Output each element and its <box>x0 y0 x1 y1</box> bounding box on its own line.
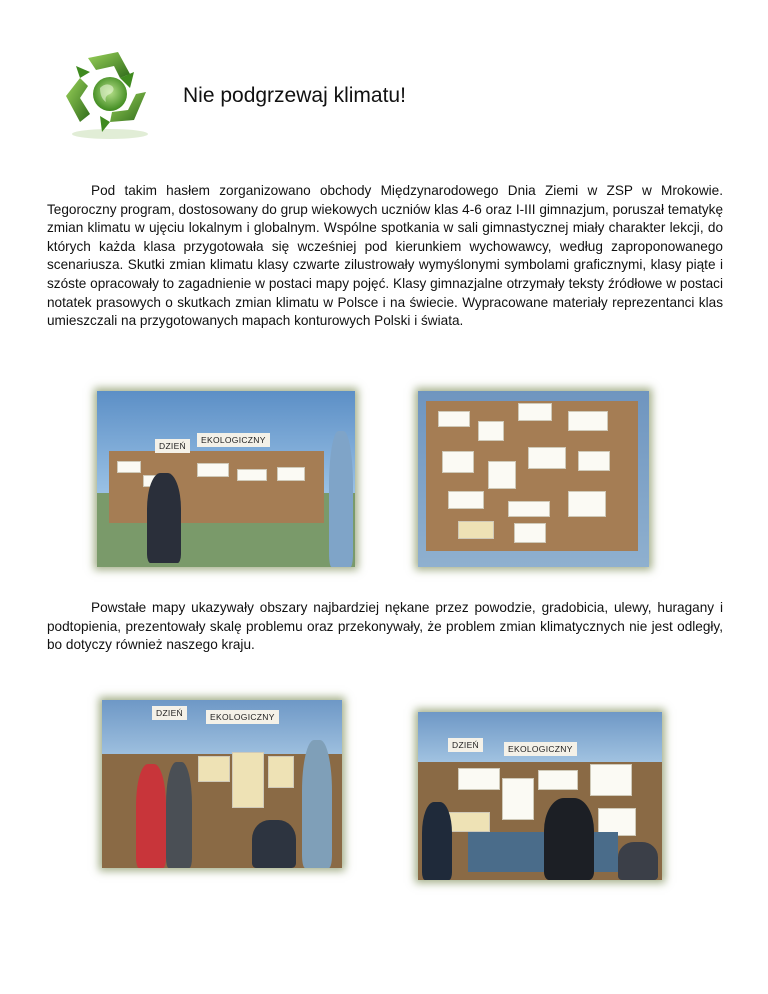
photo-label-ekologiczny: EKOLOGICZNY <box>504 742 577 756</box>
photo-label-dzien: DZIEŃ <box>448 738 483 752</box>
page-title: Nie podgrzewaj klimatu! <box>183 84 406 107</box>
paragraph-maps: Powstałe mapy ukazywały obszary najbardziej nękane przez powodzie, gradobicia, ulewy, huragany i podtopienia, prezentowały skalę problemu oraz przekonywały, że problem zmian klimatycznych nie jest odległy, bo dotyczy również naszego kraju. <box>47 600 723 653</box>
paragraph-intro: Pod takim hasłem zorganizowano obchody Międzynarodowego Dnia Ziemi w ZSP w Mrokowie. Tegoroczny program, dostosowany do grup wiekowych uczniów klas 4-6 oraz I-III gimnazjum, poruszał tematykę zmian klimatu w ujęciu lokalnym i globalnym. Wspólne spotkania w sali gimnastycznej miały charakter lekcji, do których każda klasa przygotowała się wcześniej pod kierunkiem wychowawcy, według zaproponowanego scenariusza. Skutki zmian klimatu klasy czwarte zilustrowały wymyślonymi symbolami graficznymi, klasy piąte i szóste opracowały to zagadnienie w postaci mapy pojęć. Klasy gimnazjalne otrzymały teksty źródłowe w postaci notatek prasowych o skutkach zmian klimatu w Polsce i na świecie. Wypracowane materiały reprezentanci klas umieszczali na przygotowanych mapach konturowych Polski i świata. <box>47 183 723 329</box>
photo-label-ekologiczny: EKOLOGICZNY <box>197 433 270 447</box>
photo-board-world-map <box>97 391 355 567</box>
photo-label-dzien: DZIEŃ <box>152 706 187 720</box>
photo-label-dzien: DZIEŃ <box>155 439 190 453</box>
recycle-globe-icon <box>58 44 162 142</box>
photo-students-presenting <box>102 700 342 868</box>
photo-board-discussion <box>418 712 662 880</box>
photo-board-poland-map <box>418 391 649 567</box>
photo-label-ekologiczny: EKOLOGICZNY <box>206 710 279 724</box>
